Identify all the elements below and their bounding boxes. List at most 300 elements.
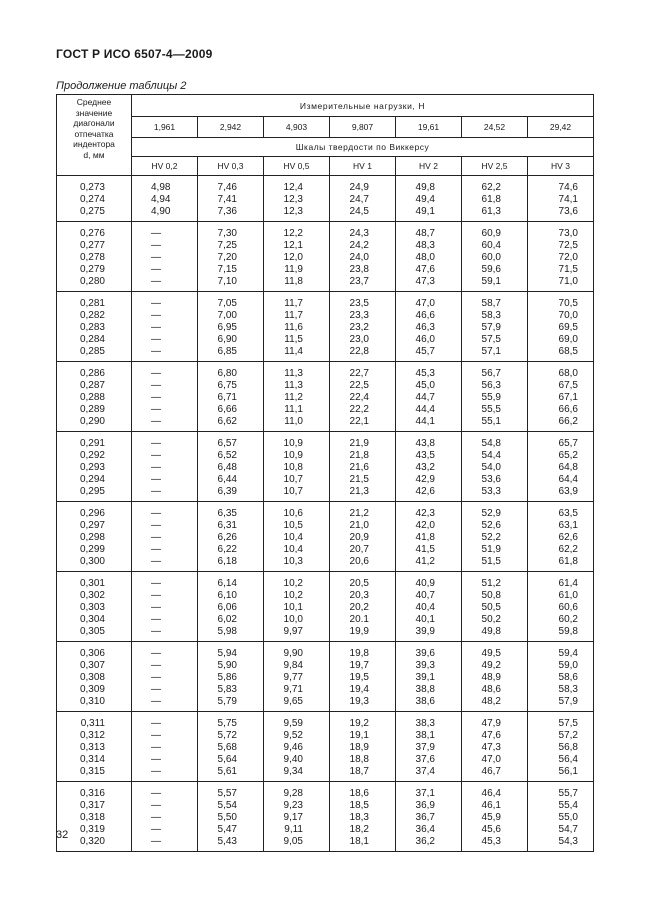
hardness-cell: 72,5 — [528, 240, 594, 252]
hardness-cell: 38,8 — [396, 684, 462, 696]
hardness-cell: — — [132, 766, 198, 782]
hardness-cell: 24,3 — [330, 222, 396, 241]
hardness-cell: 71,5 — [528, 264, 594, 276]
hardness-cell: 61,8 — [462, 194, 528, 206]
hardness-cell: 10,3 — [264, 556, 330, 572]
diagonal-cell: 0,315 — [57, 766, 132, 782]
hardness-cell: 51,9 — [462, 544, 528, 556]
table-row — [57, 502, 594, 521]
hardness-cell: 9,84 — [264, 660, 330, 672]
table-row — [57, 800, 594, 812]
hardness-cell: 74,1 — [528, 194, 594, 206]
hardness-cell: — — [132, 812, 198, 824]
hardness-cell: 70,0 — [528, 310, 594, 322]
hardness-cell: 56,8 — [528, 742, 594, 754]
hardness-cell: 38,3 — [396, 712, 462, 731]
hardness-cell: — — [132, 556, 198, 572]
load-header-cell: 19,61 — [396, 117, 462, 138]
hardness-cell: 21,0 — [330, 520, 396, 532]
hardness-cell: 50,8 — [462, 590, 528, 602]
hardness-cell: 21,3 — [330, 486, 396, 502]
diagonal-cell: 0,277 — [57, 240, 132, 252]
hardness-cell: 44,7 — [396, 392, 462, 404]
hardness-cell: 5,64 — [198, 754, 264, 766]
table-row — [57, 572, 594, 591]
diagonal-cell: 0,286 — [57, 362, 132, 381]
load-header-cell: 4,903 — [264, 117, 330, 138]
hardness-cell: 10,4 — [264, 544, 330, 556]
hardness-cell: — — [132, 696, 198, 712]
hardness-cell: 6,75 — [198, 380, 264, 392]
hardness-cell: 9,34 — [264, 766, 330, 782]
hardness-cell: 69,5 — [528, 322, 594, 334]
hardness-cell: 58,3 — [462, 310, 528, 322]
hardness-cell: 9,90 — [264, 642, 330, 661]
diagonal-cell: 0,294 — [57, 474, 132, 486]
hardness-cell: 5,75 — [198, 712, 264, 731]
hardness-cell: 9,97 — [264, 626, 330, 642]
diagonal-cell: 0,275 — [57, 206, 132, 222]
hardness-cell: 41,5 — [396, 544, 462, 556]
hardness-cell: 9,46 — [264, 742, 330, 754]
hardness-cell: 6,44 — [198, 474, 264, 486]
hardness-cell: 23,5 — [330, 292, 396, 311]
hardness-cell: 69,0 — [528, 334, 594, 346]
diagonal-header-line: значение — [75, 107, 113, 118]
table-row — [57, 450, 594, 462]
document-title: ГОСТ Р ИСО 6507-4—2009 — [56, 47, 213, 61]
hardness-cell: 47,0 — [396, 292, 462, 311]
hardness-cell: 57,5 — [528, 712, 594, 731]
hardness-cell: 49,5 — [462, 642, 528, 661]
hardness-cell: 12,2 — [264, 222, 330, 241]
diagonal-header-line: диагонали — [73, 118, 115, 129]
diagonal-cell: 0,285 — [57, 346, 132, 362]
diagonal-cell: 0,289 — [57, 404, 132, 416]
hardness-cell: — — [132, 240, 198, 252]
diagonal-cell: 0,307 — [57, 660, 132, 672]
hardness-cell: 11,9 — [264, 264, 330, 276]
hardness-cell: 18,3 — [330, 812, 396, 824]
hardness-cell: 36,2 — [396, 836, 462, 852]
hardness-cell: 45,3 — [462, 836, 528, 852]
table-row — [57, 544, 594, 556]
scale-header-cell: HV 1 — [330, 157, 396, 176]
hardness-cell: 37,4 — [396, 766, 462, 782]
diagonal-cell: 0,305 — [57, 626, 132, 642]
hardness-cell: — — [132, 502, 198, 521]
hardness-cell: 36,7 — [396, 812, 462, 824]
table-row — [57, 660, 594, 672]
hardness-cell: — — [132, 602, 198, 614]
hardness-cell: 60,0 — [462, 252, 528, 264]
table-row — [57, 532, 594, 544]
hardness-cell: 6,85 — [198, 346, 264, 362]
hardness-cell: 40,1 — [396, 614, 462, 626]
hardness-cell: — — [132, 800, 198, 812]
table-row — [57, 292, 594, 311]
hardness-cell: 55,4 — [528, 800, 594, 812]
hardness-cell: 42,3 — [396, 502, 462, 521]
table-row — [57, 766, 594, 782]
hardness-cell: 10,7 — [264, 474, 330, 486]
hardness-cell: 5,98 — [198, 626, 264, 642]
table-row — [57, 404, 594, 416]
hardness-cell: — — [132, 532, 198, 544]
hardness-cell: 57,1 — [462, 346, 528, 362]
hardness-cell: 68,0 — [528, 362, 594, 381]
table-row — [57, 240, 594, 252]
hardness-cell: 4,98 — [132, 176, 198, 195]
table-row — [57, 742, 594, 754]
hardness-cell: 9,11 — [264, 824, 330, 836]
page-number: 32 — [56, 829, 69, 841]
hardness-cell: 48,9 — [462, 672, 528, 684]
table-row — [57, 380, 594, 392]
hardness-cell: — — [132, 730, 198, 742]
table-row — [57, 432, 594, 451]
hardness-cell: 54,0 — [462, 462, 528, 474]
hardness-cell: 46,4 — [462, 782, 528, 801]
table-row — [57, 590, 594, 602]
hardness-cell: 6,90 — [198, 334, 264, 346]
diagonal-cell: 0,279 — [57, 264, 132, 276]
hardness-cell: 36,9 — [396, 800, 462, 812]
diagonal-cell: 0,273 — [57, 176, 132, 195]
hardness-cell: 57,9 — [462, 322, 528, 334]
table-row — [57, 754, 594, 766]
table-row — [57, 602, 594, 614]
hardness-cell: — — [132, 404, 198, 416]
hardness-cell: 37,1 — [396, 782, 462, 801]
hardness-cell: 21,5 — [330, 474, 396, 486]
hardness-cell: 52,9 — [462, 502, 528, 521]
hardness-cell: 7,25 — [198, 240, 264, 252]
hardness-cell: 58,7 — [462, 292, 528, 311]
hardness-cell: 5,54 — [198, 800, 264, 812]
hardness-cell: 45,3 — [396, 362, 462, 381]
table-row — [57, 334, 594, 346]
hardness-cell: 19,8 — [330, 642, 396, 661]
hardness-cell: — — [132, 684, 198, 696]
hardness-cell: 60,9 — [462, 222, 528, 241]
hardness-cell: 46,1 — [462, 800, 528, 812]
hardness-cell: 5,94 — [198, 642, 264, 661]
hardness-cell: 6,26 — [198, 532, 264, 544]
hardness-cell: 18,2 — [330, 824, 396, 836]
hardness-cell: 42,9 — [396, 474, 462, 486]
hardness-cell: 6,22 — [198, 544, 264, 556]
hardness-cell: 10,2 — [264, 590, 330, 602]
hardness-cell: 48,2 — [462, 696, 528, 712]
hardness-cell: 21,6 — [330, 462, 396, 474]
diagonal-cell: 0,276 — [57, 222, 132, 241]
table-row — [57, 252, 594, 264]
hardness-cell: 53,6 — [462, 474, 528, 486]
hardness-cell: 12,0 — [264, 252, 330, 264]
hardness-cell: 56,1 — [528, 766, 594, 782]
hardness-cell: 7,41 — [198, 194, 264, 206]
diagonal-cell: 0,297 — [57, 520, 132, 532]
hardness-cell: 39,9 — [396, 626, 462, 642]
diagonal-cell: 0,300 — [57, 556, 132, 572]
hardness-cell: 71,0 — [528, 276, 594, 292]
hardness-cell: 7,15 — [198, 264, 264, 276]
hardness-cell: 22,8 — [330, 346, 396, 362]
table-row — [57, 176, 594, 195]
hardness-cell: 6,95 — [198, 322, 264, 334]
hardness-cell: 49,8 — [462, 626, 528, 642]
hardness-cell: 51,2 — [462, 572, 528, 591]
hardness-table — [56, 94, 594, 852]
hardness-cell: 46,7 — [462, 766, 528, 782]
hardness-cell: 50,5 — [462, 602, 528, 614]
hardness-cell: 7,00 — [198, 310, 264, 322]
hardness-cell: 9,59 — [264, 712, 330, 731]
hardness-cell: 45,6 — [462, 824, 528, 836]
table-row — [57, 614, 594, 626]
hardness-cell: 51,5 — [462, 556, 528, 572]
hardness-cell: 20,7 — [330, 544, 396, 556]
table-row — [57, 836, 594, 852]
hardness-cell: 70,5 — [528, 292, 594, 311]
hardness-cell: — — [132, 450, 198, 462]
diagonal-cell: 0,287 — [57, 380, 132, 392]
diagonal-cell: 0,281 — [57, 292, 132, 311]
diagonal-header — [57, 95, 132, 176]
load-header-cell: 1,961 — [132, 117, 198, 138]
hardness-cell: 22,7 — [330, 362, 396, 381]
hardness-cell: 62,6 — [528, 532, 594, 544]
diagonal-cell: 0,274 — [57, 194, 132, 206]
hardness-cell: 63,1 — [528, 520, 594, 532]
diagonal-cell: 0,293 — [57, 462, 132, 474]
diagonal-cell: 0,306 — [57, 642, 132, 661]
hardness-cell: 60,2 — [528, 614, 594, 626]
diagonal-cell: 0,299 — [57, 544, 132, 556]
hardness-cell: 19,7 — [330, 660, 396, 672]
hardness-cell: — — [132, 334, 198, 346]
hardness-cell: 10,7 — [264, 486, 330, 502]
hardness-cell: — — [132, 544, 198, 556]
diagonal-cell: 0,288 — [57, 392, 132, 404]
table-row — [57, 782, 594, 801]
hardness-cell: 57,2 — [528, 730, 594, 742]
hardness-cell: 7,20 — [198, 252, 264, 264]
hardness-cell: 58,6 — [528, 672, 594, 684]
hardness-cell: 11,5 — [264, 334, 330, 346]
hardness-cell: — — [132, 462, 198, 474]
hardness-cell: 10,9 — [264, 450, 330, 462]
hardness-cell: 6,10 — [198, 590, 264, 602]
table-row — [57, 206, 594, 222]
hardness-cell: — — [132, 392, 198, 404]
hardness-cell: 18,6 — [330, 782, 396, 801]
hardness-cell: 11,7 — [264, 292, 330, 311]
hardness-cell: 6,39 — [198, 486, 264, 502]
load-header-cell: 24,52 — [462, 117, 528, 138]
hardness-cell: 22,4 — [330, 392, 396, 404]
hardness-cell: 10,2 — [264, 572, 330, 591]
table-row — [57, 696, 594, 712]
hardness-cell: — — [132, 754, 198, 766]
hardness-cell: 5,43 — [198, 836, 264, 852]
hardness-cell: 49,8 — [396, 176, 462, 195]
hardness-cell: 9,17 — [264, 812, 330, 824]
hardness-cell: 74,6 — [528, 176, 594, 195]
hardness-cell: 20,6 — [330, 556, 396, 572]
hardness-cell: 54,3 — [528, 836, 594, 852]
table-row — [57, 642, 594, 661]
hardness-cell: — — [132, 590, 198, 602]
hardness-cell: 65,7 — [528, 432, 594, 451]
hardness-cell: 21,2 — [330, 502, 396, 521]
hardness-cell: 18,8 — [330, 754, 396, 766]
hardness-cell: 67,1 — [528, 392, 594, 404]
hardness-cell: — — [132, 432, 198, 451]
hardness-cell: 61,0 — [528, 590, 594, 602]
hardness-cell: 6,31 — [198, 520, 264, 532]
hardness-cell: 20,3 — [330, 590, 396, 602]
hardness-cell: 39,1 — [396, 672, 462, 684]
hardness-cell: 59,8 — [528, 626, 594, 642]
diagonal-cell: 0,312 — [57, 730, 132, 742]
hardness-cell: 6,48 — [198, 462, 264, 474]
hardness-cell: 55,9 — [462, 392, 528, 404]
hardness-cell: 47,0 — [462, 754, 528, 766]
hardness-cell: 39,6 — [396, 642, 462, 661]
hardness-cell: 48,0 — [396, 252, 462, 264]
hardness-cell: 24,7 — [330, 194, 396, 206]
diagonal-cell: 0,291 — [57, 432, 132, 451]
hardness-cell: — — [132, 322, 198, 334]
hardness-cell: 18,7 — [330, 766, 396, 782]
hardness-cell: 54,8 — [462, 432, 528, 451]
diagonal-cell: 0,314 — [57, 754, 132, 766]
hardness-cell: 6,06 — [198, 602, 264, 614]
hardness-cell: 6,52 — [198, 450, 264, 462]
scales-row — [57, 157, 594, 176]
hardness-cell: 10,1 — [264, 602, 330, 614]
loads-row — [57, 117, 594, 138]
hardness-cell: 67,5 — [528, 380, 594, 392]
diagonal-cell: 0,318 — [57, 812, 132, 824]
hardness-cell: 40,9 — [396, 572, 462, 591]
table-row — [57, 276, 594, 292]
hardness-cell: — — [132, 642, 198, 661]
hardness-cell: — — [132, 310, 198, 322]
table-row — [57, 520, 594, 532]
hardness-cell: 66,2 — [528, 416, 594, 432]
diagonal-cell: 0,295 — [57, 486, 132, 502]
hardness-cell: 7,05 — [198, 292, 264, 311]
load-header-cell: 29,42 — [528, 117, 594, 138]
hardness-cell: 5,61 — [198, 766, 264, 782]
hardness-cell: — — [132, 362, 198, 381]
hardness-cell: 41,2 — [396, 556, 462, 572]
hardness-cell: 62,2 — [528, 544, 594, 556]
table-row — [57, 626, 594, 642]
hardness-cell: 42,0 — [396, 520, 462, 532]
hardness-cell: 56,7 — [462, 362, 528, 381]
hardness-cell: — — [132, 572, 198, 591]
diagonal-cell: 0,303 — [57, 602, 132, 614]
diagonal-header-line: индентора — [73, 139, 115, 150]
diagonal-cell: 0,313 — [57, 742, 132, 754]
hardness-cell: 49,4 — [396, 194, 462, 206]
hardness-cell: 10,4 — [264, 532, 330, 544]
diagonal-cell: 0,304 — [57, 614, 132, 626]
scale-header-cell: HV 2 — [396, 157, 462, 176]
table-row — [57, 416, 594, 432]
hardness-cell: 19,1 — [330, 730, 396, 742]
hardness-cell: 5,83 — [198, 684, 264, 696]
hardness-cell: — — [132, 292, 198, 311]
table-caption: Продолжение таблицы 2 — [56, 80, 187, 92]
hardness-cell: 62,2 — [462, 176, 528, 195]
hardness-cell: 36,4 — [396, 824, 462, 836]
hardness-cell: 44,1 — [396, 416, 462, 432]
hardness-cell: 11,3 — [264, 362, 330, 381]
hardness-cell: 46,3 — [396, 322, 462, 334]
diagonal-cell: 0,282 — [57, 310, 132, 322]
hardness-cell: 7,36 — [198, 206, 264, 222]
hardness-cell: 55,0 — [528, 812, 594, 824]
hardness-cell: — — [132, 222, 198, 241]
hardness-cell: 11,8 — [264, 276, 330, 292]
hardness-cell: 72,0 — [528, 252, 594, 264]
hardness-cell: 64,8 — [528, 462, 594, 474]
hardness-cell: 5,50 — [198, 812, 264, 824]
hardness-cell: 47,3 — [462, 742, 528, 754]
hardness-cell: 5,72 — [198, 730, 264, 742]
hardness-cell: 42,6 — [396, 486, 462, 502]
hardness-cell: — — [132, 380, 198, 392]
hardness-cell: 49,1 — [396, 206, 462, 222]
hardness-cell: 11,0 — [264, 416, 330, 432]
hardness-cell: 23,0 — [330, 334, 396, 346]
hardness-cell: 73,0 — [528, 222, 594, 241]
hardness-cell: — — [132, 346, 198, 362]
hardness-cell: 56,3 — [462, 380, 528, 392]
hardness-cell: 43,2 — [396, 462, 462, 474]
hardness-cell: 9,77 — [264, 672, 330, 684]
hardness-cell: 10,6 — [264, 502, 330, 521]
scale-header-cell: HV 3 — [528, 157, 594, 176]
hardness-cell: 59,4 — [528, 642, 594, 661]
hardness-cell: 68,5 — [528, 346, 594, 362]
hardness-cell: 47,9 — [462, 712, 528, 731]
diagonal-cell: 0,298 — [57, 532, 132, 544]
hardness-cell: — — [132, 660, 198, 672]
hardness-cell: 22,2 — [330, 404, 396, 416]
hardness-cell: 12,4 — [264, 176, 330, 195]
diagonal-header-line: отпечатка — [74, 128, 114, 139]
diagonal-cell: 0,283 — [57, 322, 132, 334]
hardness-cell: 57,5 — [462, 334, 528, 346]
diagonal-cell: 0,302 — [57, 590, 132, 602]
hardness-cell: 59,1 — [462, 276, 528, 292]
hardness-cell: 61,3 — [462, 206, 528, 222]
scale-header-cell: HV 0,5 — [264, 157, 330, 176]
table-row — [57, 684, 594, 696]
hardness-cell: — — [132, 486, 198, 502]
hardness-cell: 60,6 — [528, 602, 594, 614]
hardness-cell: 59,6 — [462, 264, 528, 276]
hardness-cell: 10,0 — [264, 614, 330, 626]
hardness-cell: 19,2 — [330, 712, 396, 731]
hardness-cell: 23,2 — [330, 322, 396, 334]
